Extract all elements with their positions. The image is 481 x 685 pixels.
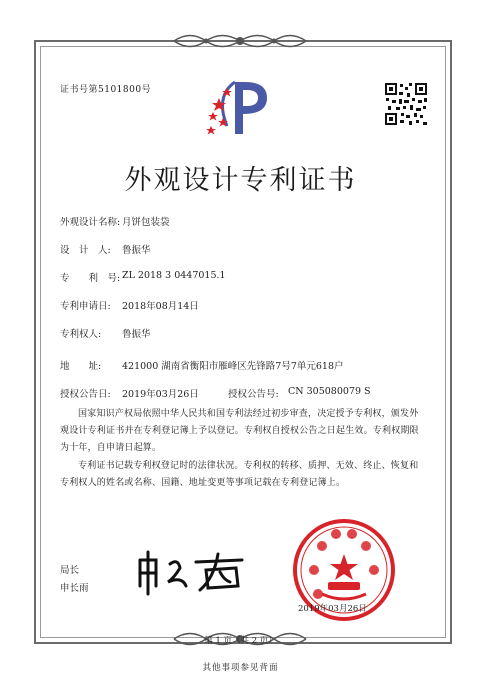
director-name: 申长雨 [60, 583, 89, 594]
footer-note: 其他事项参见背面 [202, 663, 279, 673]
patent-number-label: 专 利 号: [60, 273, 121, 284]
address-value: 421000 湖南省衡阳市雁峰区先锋路7号7单元618户 [122, 361, 344, 372]
design-name-value: 月饼包装袋 [122, 217, 170, 228]
design-name-row [60, 214, 170, 228]
application-date-row [60, 298, 199, 312]
director-title: 局长 [60, 565, 80, 576]
director-signature [134, 548, 274, 598]
top-ornament [170, 30, 310, 52]
grant-date-label: 授权公告日: [60, 389, 111, 400]
announcement-row [228, 386, 371, 400]
patentee-value: 鲁振华 [122, 329, 151, 340]
patent-number-row [60, 270, 226, 284]
address-row [60, 358, 344, 372]
certificate-number: 证书号第5101800号 [60, 85, 152, 95]
patentee-label: 专利权人: [60, 329, 102, 340]
certificate-title: 外观设计专利证书 [124, 165, 357, 196]
designer-label: 设 计 人: [60, 245, 111, 256]
announcement-value: CN 305080079 S [288, 386, 371, 397]
patent-office-logo [205, 76, 275, 140]
application-date-value: 2018年08月14日 [122, 301, 199, 312]
grant-statement: 国家知识产权局依照中华人民共和国专利法经过初步审查，决定授予专利权，颁发外观设计专利证书并在专利登记簿上予以登记。专利权自授权公告之日起生效。专利权期限为十年，自申请日起算。 [60, 409, 419, 453]
design-name-label: 外观设计名称: [60, 217, 121, 228]
address-label: 地 址: [60, 361, 102, 372]
announcement-label: 授权公告号: [228, 389, 279, 400]
seal-date: 2019年03月26日 [298, 604, 367, 614]
page-number: 第 1 页（共 2 页） [204, 636, 277, 646]
designer-value: 鲁振华 [122, 245, 151, 256]
qr-code [384, 82, 428, 126]
patentee-row [60, 326, 151, 340]
grant-date-row [60, 386, 199, 400]
designer-row [60, 242, 151, 256]
grant-date-value: 2019年03月26日 [122, 389, 199, 400]
application-date-label: 专利申请日: [60, 301, 111, 312]
patent-number-value: ZL 2018 3 0447015.1 [122, 270, 226, 281]
legal-status-statement: 专利证书记载专利权登记时的法律状况。专利权的转移、质押、无效、终止、恢复和专利权人的姓名或名称、国籍、地址变更等事项记载在专利登记簿上。 [60, 461, 419, 488]
